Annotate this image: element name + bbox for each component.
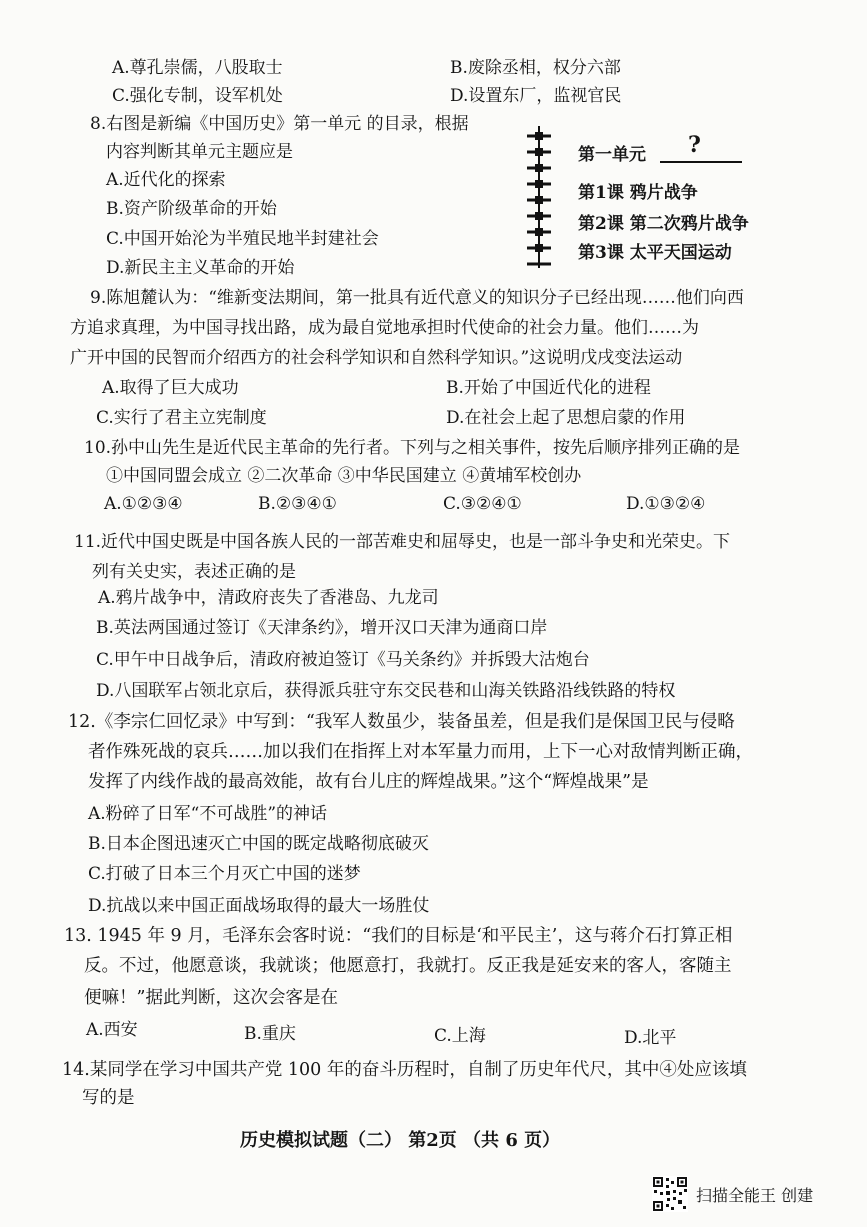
- q9-option-d: D.在社会上起了思想启蒙的作用: [446, 408, 686, 428]
- q13-option-b: B.重庆: [244, 1024, 296, 1044]
- q11-option-d: D.八国联军占领北京后，获得派兵驻守东交民巷和山海关铁路沿线铁路的特权: [96, 681, 676, 701]
- q11-option-a: A.鸦片战争中，清政府丧失了香港岛、九龙司: [98, 588, 439, 608]
- catalog-blank-line: [660, 161, 742, 163]
- q7-option-a: A.尊孔崇儒，八股取士: [112, 58, 283, 78]
- q12-option-b: B.日本企图迅速灭亡中国的既定战略彻底破灭: [88, 834, 429, 854]
- q12-stem-line-1: 12.《李宗仁回忆录》中写到：“我军人数虽少，装备虽差，但是我们是保国卫民与侵略: [68, 712, 735, 732]
- q8-option-a: A.近代化的探索: [106, 170, 226, 190]
- q9-option-b: B.开始了中国近代化的进程: [446, 378, 651, 398]
- q10-option-a: A.①②③④: [104, 494, 183, 514]
- q13-option-d: D.北平: [624, 1028, 677, 1048]
- catalog-unknown-mark: ?: [688, 132, 701, 158]
- q13-stem-line-3: 便嘛！”据此判断，这次会客是在: [84, 988, 338, 1008]
- q12-option-c: C.打破了日本三个月灭亡中国的迷梦: [88, 864, 361, 884]
- q10-option-c: C.③②④①: [443, 494, 522, 514]
- q13-option-c: C.上海: [434, 1026, 486, 1046]
- q8-option-d: D.新民主主义革命的开始: [106, 258, 295, 278]
- q10-stem-line-1: 10.孙中山先生是近代民主革命的先行者。下列与之相关事件，按先后顺序排列正确的是: [84, 438, 741, 458]
- q12-stem-line-3: 发挥了内线作战的最高效能，故有台儿庄的辉煌战果。”这个“辉煌战果”是: [88, 772, 649, 792]
- watermark-text: 扫描全能王 创建: [696, 1185, 814, 1205]
- scanner-watermark: [652, 1176, 813, 1212]
- binder-spine-icon: [522, 124, 556, 270]
- q14-stem-line-2: 写的是: [82, 1088, 135, 1108]
- q8-stem-line-1: 8.右图是新编《中国历史》第一单元 的目录，根据: [90, 114, 469, 134]
- q14-stem-line-1: 14.某同学在学习中国共产党 100 年的奋斗历程时，自制了历史年代尺，其中④处应该填: [62, 1060, 747, 1080]
- q7-option-b: B.废除丞相，权分六部: [450, 58, 621, 78]
- q13-stem-line-1: 13. 1945 年 9 月，毛泽东会客时说：“我们的目标是‘和平民主’，这与蒋介石打算正相: [64, 926, 733, 946]
- catalog-lesson-1: 第1课 鸦片战争: [578, 183, 698, 203]
- q9-stem-line-1: 9.陈旭麓认为：“维新变法期间，第一批具有近代意义的知识分子已经出现……他们向西: [90, 288, 744, 308]
- catalog-unit-title: 第一单元: [578, 145, 646, 165]
- q8-stem-line-2: 内容判断其单元主题应是: [106, 142, 293, 162]
- q11-stem-line-2: 列有关史实，表述正确的是: [92, 562, 296, 582]
- q8-option-c: C.中国开始沦为半殖民地半封建社会: [106, 229, 379, 249]
- q11-option-b: B.英法两国通过签订《天津条约》，增开汉口天津为通商口岸: [96, 618, 548, 638]
- q13-option-a: A.西安: [86, 1020, 138, 1040]
- q10-option-b: B.②③④①: [258, 494, 337, 514]
- q7-option-c: C.强化专制，设军机处: [112, 86, 283, 106]
- q10-option-d: D.①③②④: [626, 494, 706, 514]
- q9-option-c: C.实行了君主立宪制度: [96, 408, 267, 428]
- q12-option-a: A.粉碎了日军“不可战胜”的神话: [88, 804, 328, 824]
- catalog-lesson-3: 第3课 太平天国运动: [578, 243, 732, 263]
- page-footer: 历史模拟试题（二） 第2页 （共 6 页）: [240, 1130, 561, 1151]
- q9-option-a: A.取得了巨大成功: [102, 378, 239, 398]
- q13-stem-line-2: 反。不过，他愿意谈，我就谈；他愿意打，我就打。反正我是延安来的客人，客随主: [84, 956, 732, 976]
- q10-events: ①中国同盟会成立 ②二次革命 ③中华民国建立 ④黄埔军校创办: [106, 466, 582, 486]
- q11-stem-line-1: 11.近代中国史既是中国各族人民的一部苦难史和屈辱史，也是一部斗争史和光荣史。下: [74, 532, 731, 552]
- q9-stem-line-3: 广开中国的民智而介绍西方的社会科学知识和自然科学知识。”这说明戊戌变法运动: [70, 348, 683, 368]
- q12-option-d: D.抗战以来中国正面战场取得的最大一场胜仗: [88, 896, 430, 916]
- q9-stem-line-2: 方追求真理，为中国寻找出路，成为最自觉地承担时代使命的社会力量。他们……为: [70, 318, 699, 338]
- q8-option-b: B.资产阶级革命的开始: [106, 199, 277, 219]
- q11-option-c: C.甲午中日战争后，清政府被迫签订《马关条约》并拆毁大沽炮台: [96, 650, 590, 670]
- catalog-lesson-2: 第2课 第二次鸦片战争: [578, 214, 749, 234]
- qr-code-icon: [652, 1176, 688, 1212]
- q12-stem-line-2: 者作殊死战的哀兵……加以我们在指挥上对本军量力而用，上下一心对敌情判断正确，: [88, 742, 753, 762]
- q7-option-d: D.设置东厂，监视官民: [450, 86, 622, 106]
